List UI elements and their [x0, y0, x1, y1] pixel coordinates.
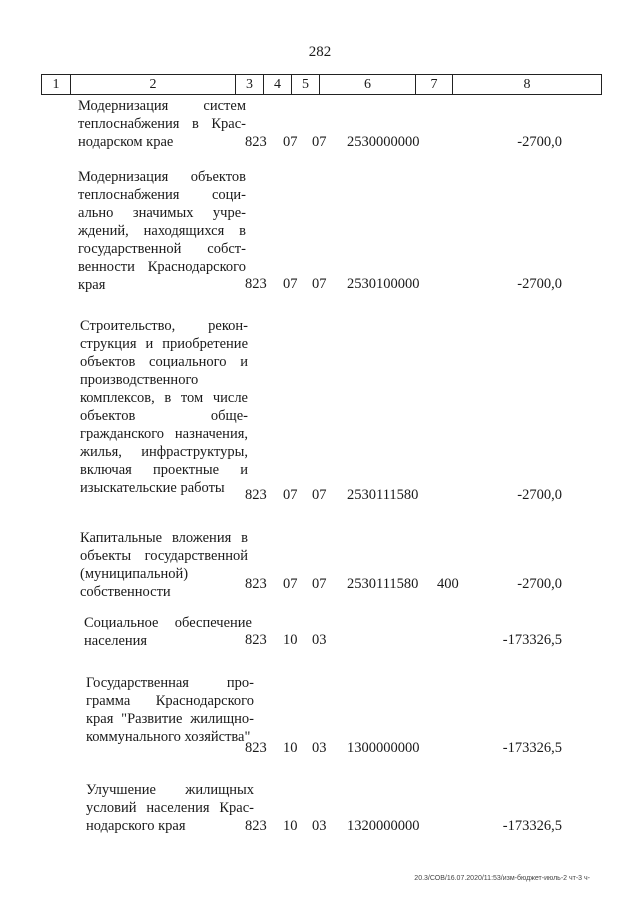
- row-description: Социальное обеспечение населения: [84, 615, 252, 649]
- row-description: Строительство, реконструкция и приобретение объектов социального и производственного комплексов, в том числе объектов общегражданского назначения, жилья, инфраструктуры, включая проектные и изыскательские работы: [80, 318, 248, 496]
- row-section: 07: [283, 576, 298, 592]
- row-target-code: 1320000000: [347, 818, 420, 834]
- row-amount: -173326,5: [502, 740, 562, 756]
- row-target-code: 2530000000: [347, 134, 420, 150]
- row-subsection: 07: [312, 276, 327, 292]
- row-ved: 823: [245, 576, 267, 592]
- row-subsection: 07: [312, 487, 327, 503]
- row-ved: 823: [245, 487, 267, 503]
- col-header-7: 7: [416, 75, 453, 95]
- document-footer-code: 20.3/СОВ/16.07.2020/11:53/изм-бюджет-июль-2 чт-3 ч-: [414, 875, 590, 882]
- col-header-4: 4: [264, 75, 292, 95]
- row-section: 07: [283, 276, 298, 292]
- row-ved: 823: [245, 740, 267, 756]
- row-subsection: 07: [312, 576, 327, 592]
- col-header-2: 2: [71, 75, 236, 95]
- row-description: Улучшение жилищных условий населения Краснодарского края: [86, 782, 254, 834]
- row-section: 10: [283, 632, 298, 648]
- page-number: 282: [308, 44, 332, 60]
- row-amount: -2700,0: [517, 134, 562, 150]
- row-description: Капитальные вложения в объекты государственной (муниципальной) собственности: [80, 530, 248, 600]
- row-target-code: 2530100000: [347, 276, 420, 292]
- row-amount: -2700,0: [517, 576, 562, 592]
- row-description: Государственная программа Краснодарского края "Развитие жилищно-коммунального хозяйства": [86, 675, 254, 745]
- row-subsection: 03: [312, 818, 327, 834]
- col-header-6: 6: [320, 75, 416, 95]
- col-header-5: 5: [292, 75, 320, 95]
- row-amount: -173326,5: [502, 632, 562, 648]
- row-subsection: 03: [312, 740, 327, 756]
- column-header-table: [41, 74, 602, 95]
- row-ved: 823: [245, 818, 267, 834]
- row-description: Модернизация объектов теплоснабжения социально значимых учреждений, находящихся в государственной собственности Краснодарского края: [78, 169, 246, 293]
- row-ved: 823: [245, 276, 267, 292]
- col-header-3: 3: [236, 75, 264, 95]
- row-amount: -2700,0: [517, 276, 562, 292]
- row-subsection: 03: [312, 632, 327, 648]
- row-amount: -2700,0: [517, 487, 562, 503]
- col-header-1: 1: [42, 75, 71, 95]
- row-expense-type: 400: [437, 576, 459, 592]
- row-section: 10: [283, 740, 298, 756]
- row-ved: 823: [245, 632, 267, 648]
- row-section: 07: [283, 487, 298, 503]
- col-header-8: 8: [453, 75, 602, 95]
- row-amount: -173326,5: [502, 818, 562, 834]
- row-subsection: 07: [312, 134, 327, 150]
- row-target-code: 2530111580: [347, 487, 419, 503]
- row-section: 10: [283, 818, 298, 834]
- row-target-code: 1300000000: [347, 740, 420, 756]
- row-section: 07: [283, 134, 298, 150]
- row-ved: 823: [245, 134, 267, 150]
- row-description: Модернизация систем теплоснабжения в Краснодарском крае: [78, 98, 246, 150]
- row-target-code: 2530111580: [347, 576, 419, 592]
